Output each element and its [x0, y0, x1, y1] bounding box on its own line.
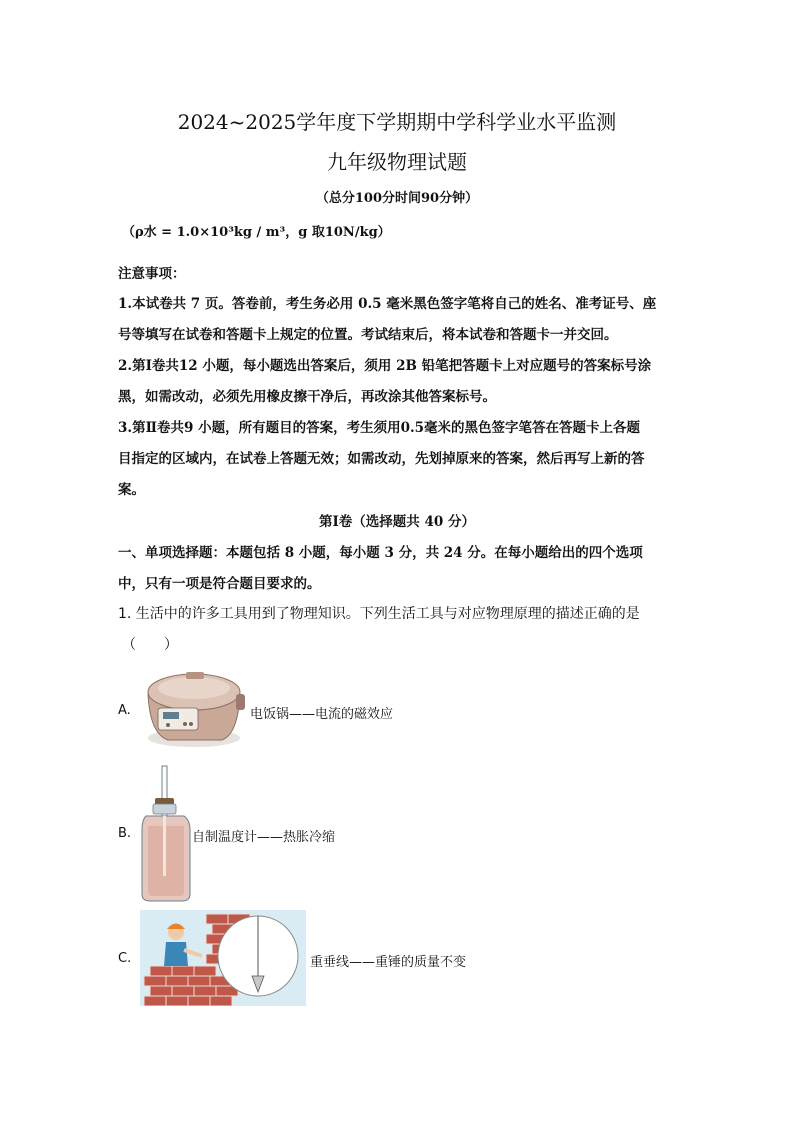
plumb-line-icon [140, 910, 306, 1006]
answer-blank: （ ） [122, 637, 178, 653]
thermometer-bottle-icon [138, 764, 194, 904]
option-b-text: 自制温度计——热胀冷缩 [192, 830, 336, 845]
notes-line: 号等填写在试卷和答题卡上规定的位置。考试结束后，将本试卷和答题卡一并交回。 [118, 327, 618, 343]
option-a-letter: A. [118, 703, 131, 718]
notes-line: 案。 [118, 482, 145, 498]
notes-line: 2.第Ⅰ卷共12 小题，每小题选出答案后，须用 2B 铅笔把答题卡上对应题号的答案标号涂 [118, 358, 652, 374]
notes-line: 3.第Ⅱ卷共9 小题，所有题目的答案，考生须用0.5毫米的黑色签字笔答在答题卡上各题 [118, 420, 641, 436]
physical-constants: （ρ水 = 1.0×10³kg / m³，g 取10N/kg） [122, 225, 391, 240]
option-a-text: 电饭锅——电流的磁效应 [250, 707, 394, 722]
section-instruction: 中，只有一项是符合题目要求的。 [118, 576, 321, 592]
section-instruction: 一、单项选择题：本题包括 8 小题，每小题 3 分，共 24 分。在每小题给出的四个选项 [118, 545, 643, 561]
option-c-letter: C. [118, 951, 132, 966]
exam-title: 2024~2025学年度下学期期中学科学业水平监测 [177, 110, 617, 134]
section-title: 第Ⅰ卷（选择题共 40 分） [318, 514, 475, 530]
rice-cooker-icon [138, 664, 250, 750]
notes-line: 1.本试卷共 7 页。答卷前，考生务必用 0.5 毫米黑色签字笔将自己的姓名、准考证号、座 [118, 296, 657, 312]
exam-subtitle: 九年级物理试题 [327, 150, 467, 174]
notes-heading: 注意事项： [118, 266, 186, 282]
notes-line: 目指定的区域内，在试卷上答题无效；如需改动，先划掉原来的答案，然后再写上新的答 [118, 451, 645, 467]
question-stem: 1. 生活中的许多工具用到了物理知识。下列生活工具与对应物理原理的描述正确的是 [118, 606, 640, 622]
score-time: （总分100分时间90分钟） [315, 191, 479, 206]
option-b-letter: B. [118, 826, 132, 841]
option-c-text: 重垂线——重锤的质量不变 [310, 955, 467, 970]
notes-line: 黑，如需改动，必须先用橡皮擦干净后，再改涂其他答案标号。 [118, 389, 496, 405]
